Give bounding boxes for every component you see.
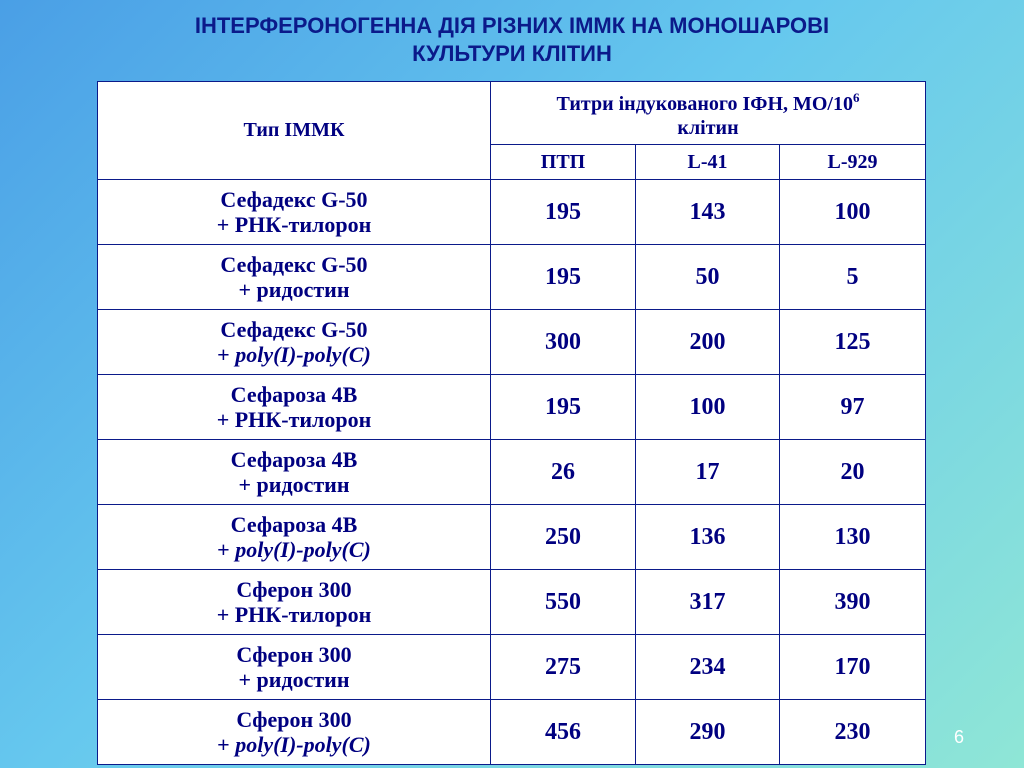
immk-type-cell <box>98 180 491 245</box>
immk-type-cell <box>98 245 491 310</box>
slide-title <box>0 12 1024 68</box>
immk-inducer: РНК-тилорон <box>229 407 372 432</box>
table-row <box>98 310 926 375</box>
immk-inducer: ридостин <box>251 277 350 302</box>
ptp-value-cell: 26 <box>491 440 636 505</box>
immk-table <box>97 81 926 765</box>
l41-value-cell: 234 <box>636 635 780 700</box>
immk-type-cell <box>98 375 491 440</box>
immk-inducer: ридостин <box>251 667 350 692</box>
immk-carrier: Сефадекс G-50 <box>220 187 368 212</box>
immk-inducer-line <box>98 602 490 627</box>
immk-carrier: Сферон 300 <box>236 642 352 667</box>
l929-value-cell: 5 <box>780 245 926 310</box>
table-row <box>98 375 926 440</box>
page-number: 6 <box>953 727 964 747</box>
header-row-1 <box>98 82 926 145</box>
immk-inducer: poly(I)-poly(C) <box>229 537 371 562</box>
titers-header-suffix: клітин <box>677 117 739 139</box>
ptp-value-cell: 195 <box>491 375 636 440</box>
l41-value-cell: 50 <box>636 245 780 310</box>
table-row <box>98 505 926 570</box>
immk-inducer-line <box>98 342 490 367</box>
l929-value-cell: 20 <box>780 440 926 505</box>
plus-sign: + <box>216 212 230 237</box>
subheader-l41: L-41 <box>636 145 780 180</box>
immk-carrier: Сефадекс G-50 <box>220 252 368 277</box>
table-row <box>98 570 926 635</box>
immk-carrier: Сефадекс G-50 <box>220 317 368 342</box>
table-row <box>98 245 926 310</box>
table-row <box>98 440 926 505</box>
l41-value-cell: 200 <box>636 310 780 375</box>
l41-value-cell: 100 <box>636 375 780 440</box>
immk-type-cell <box>98 440 491 505</box>
immk-type-cell <box>98 505 491 570</box>
plus-sign: + <box>217 342 230 367</box>
l929-value-cell: 130 <box>780 505 926 570</box>
ptp-value-cell: 195 <box>491 180 636 245</box>
immk-inducer-line <box>98 537 490 562</box>
immk-type-cell <box>98 570 491 635</box>
type-column-header: Тип ІММК <box>98 82 491 180</box>
slide-title-line-2: КУЛЬТУРИ КЛІТИН <box>412 41 612 66</box>
table-row <box>98 635 926 700</box>
plus-sign: + <box>216 407 230 432</box>
l929-value-cell: 100 <box>780 180 926 245</box>
subheader-l929: L-929 <box>780 145 926 180</box>
subheader-ptp: ПТП <box>491 145 636 180</box>
l929-value-cell: 97 <box>780 375 926 440</box>
immk-inducer-line <box>98 212 490 237</box>
l41-value-cell: 136 <box>636 505 780 570</box>
immk-inducer-line <box>98 277 490 302</box>
immk-inducer-line <box>98 667 490 692</box>
immk-type-cell <box>98 700 491 765</box>
immk-carrier: Сефароза 4В <box>230 382 358 407</box>
immk-inducer: РНК-тилорон <box>229 602 372 627</box>
ptp-value-cell: 250 <box>491 505 636 570</box>
l929-value-cell: 125 <box>780 310 926 375</box>
immk-inducer-line <box>98 407 490 432</box>
immk-type-cell <box>98 310 491 375</box>
l41-value-cell: 317 <box>636 570 780 635</box>
l929-value-cell: 390 <box>780 570 926 635</box>
plus-sign: + <box>217 537 230 562</box>
table-row <box>98 180 926 245</box>
plus-sign: + <box>238 667 252 692</box>
immk-inducer: poly(I)-poly(C) <box>229 732 371 757</box>
immk-carrier: Сферон 300 <box>236 707 352 732</box>
immk-inducer-line <box>98 472 490 497</box>
slide-title-line-1: ІНТЕРФЕРОНОГЕННА ДІЯ РІЗНИХ ІММК НА МОНОШАРОВІ <box>194 13 830 38</box>
ptp-value-cell: 550 <box>491 570 636 635</box>
l929-value-cell: 170 <box>780 635 926 700</box>
immk-inducer-line <box>98 732 490 757</box>
plus-sign: + <box>238 472 252 497</box>
l41-value-cell: 17 <box>636 440 780 505</box>
plus-sign: + <box>217 732 230 757</box>
immk-carrier: Сефароза 4В <box>230 447 358 472</box>
immk-inducer: ридостин <box>251 472 350 497</box>
l41-value-cell: 290 <box>636 700 780 765</box>
table-body <box>98 180 926 765</box>
immk-inducer: РНК-тилорон <box>229 212 372 237</box>
table-row <box>98 700 926 765</box>
plus-sign: + <box>238 277 252 302</box>
immk-carrier: Сефароза 4В <box>230 512 358 537</box>
l929-value-cell: 230 <box>780 700 926 765</box>
l41-value-cell: 143 <box>636 180 780 245</box>
ptp-value-cell: 300 <box>491 310 636 375</box>
titers-column-header <box>491 82 926 145</box>
immk-carrier: Сферон 300 <box>236 577 352 602</box>
immk-inducer: poly(I)-poly(C) <box>229 342 371 367</box>
immk-type-cell <box>98 635 491 700</box>
ptp-value-cell: 456 <box>491 700 636 765</box>
plus-sign: + <box>216 602 230 627</box>
titers-header-prefix: Титри індукованого ІФН, МО/10 <box>556 93 853 115</box>
ptp-value-cell: 275 <box>491 635 636 700</box>
titers-header-exponent: 6 <box>853 90 860 105</box>
ptp-value-cell: 195 <box>491 245 636 310</box>
